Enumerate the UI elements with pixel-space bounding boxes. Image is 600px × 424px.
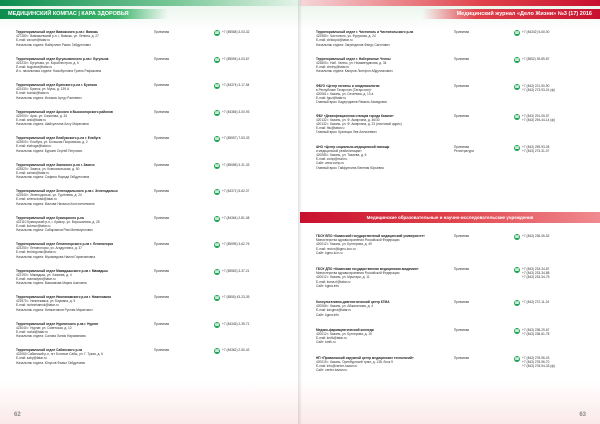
- entry-line: 422060 Сабинский р-н, пгт Богатые Сабы, ул. Г. Тукая, д. 6: [16, 352, 103, 357]
- entry-phone: [514, 114, 574, 135]
- phone-icon: ☎: [514, 144, 520, 150]
- entry-line: Начальник отдела: Сафина Фарида Габдулловна: [16, 175, 90, 180]
- entry-line: E-mail: arsk@tatar.ru: [16, 117, 46, 122]
- phone-icon: ☎: [214, 136, 220, 141]
- entry-line: 423600 г. Елабуга, ул. Большая Покровская, д. 2: [16, 140, 88, 145]
- phone-number[interactable]: +7 (8552) 39-89-87: [522, 56, 550, 61]
- entry-title: Территориальный отдел г. Чистополь и Чистопольского р-на: [316, 30, 414, 34]
- entry-title: Территориальный отдел Зеленодольского р-на г. Зеленодольск: [16, 189, 118, 193]
- entry-phone: [514, 234, 574, 255]
- directory-entry: [16, 242, 292, 269]
- phone-icon: ☎: [514, 30, 520, 35]
- entry-line: E-mail: mamadysh@tatar.ru: [16, 276, 56, 281]
- entry-type: Приемная: [154, 295, 170, 299]
- entry-phone: [214, 322, 274, 349]
- phone-number[interactable]: +7 (843) 236-06-52: [522, 234, 550, 238]
- directory-entry: [316, 300, 592, 317]
- book-gutter: [298, 0, 302, 424]
- entry-details: [16, 30, 148, 57]
- entry-phone: [214, 163, 274, 190]
- entry-line: E-mail: info@center-kazan.ru: [316, 364, 358, 369]
- top-stripe: [300, 0, 600, 6]
- entry-type: Приемная: [154, 136, 170, 140]
- phone-number[interactable]: +7 (84364) 2-81-08: [222, 215, 250, 220]
- entry-line: 427280 г. Вавожьевский р-н, г. Вавожь, ул. Ленина, д. 27: [16, 34, 99, 39]
- directory-entry: [16, 110, 292, 137]
- entry-details: [16, 83, 148, 110]
- entry-title: Территориальный отдел Сабинского р-на: [16, 348, 83, 352]
- entry-phone: [214, 348, 274, 375]
- running-header: МЕДИЦИНСКИЙ КОМПАС | КАРА ЗДОРОВЬЯ: [0, 9, 168, 19]
- directory-entry: [16, 216, 292, 243]
- entry-type: Приемная: [454, 234, 470, 238]
- entry-phone: [214, 136, 274, 163]
- entry-line: 422190 г. Мамадыш, ул. Хазиева, д. 4: [16, 272, 72, 277]
- entry-type: Приемная: [154, 348, 170, 352]
- entry-line: 420132 г. Казань, ул. Ф. Амирхана, д. 23 (почтовый адрес): [316, 122, 402, 127]
- entry-line: 423040 г. Нурлат, ул. Советская, д. 10: [16, 325, 72, 330]
- entry-line: 423800 г. Наб. Челны, ул. Низаметдинова, д. 34: [316, 61, 387, 66]
- entry-line: E-mail: vavozh@tatar.ru: [16, 38, 51, 43]
- entry-title: Медико-фармацевтический колледж: [316, 327, 374, 332]
- entry-phone: [214, 216, 274, 243]
- entry-line: E-mail: bugulma@tatar.ru: [16, 64, 53, 69]
- entry-line: 422430 г. Буинск, ул. Мусы, д. 139 А: [16, 87, 70, 92]
- entry-details: [16, 295, 148, 322]
- entry-phone: [214, 30, 274, 57]
- entry-type: Приемная: [154, 56, 170, 61]
- phone-number[interactable]: +7 (84362) 2-50-42: [222, 348, 250, 352]
- phone-icon: ☎: [214, 215, 220, 221]
- directory-entry: [316, 328, 592, 345]
- entry-line: Начальник отдела: Бурыев Сергей Петрович: [16, 148, 83, 153]
- entry-line: Начальник отдела: Юнусов Фазыл Габдулович: [16, 360, 86, 365]
- entry-details: [16, 163, 148, 190]
- entry-details: [16, 189, 148, 216]
- entry-line: E-mail: rector@kgmu.kcn.ru: [316, 246, 356, 251]
- phone-icon: ☎: [514, 267, 520, 273]
- entry-details: [316, 356, 448, 373]
- entry-details: [316, 84, 448, 105]
- entry-phone: [514, 30, 574, 47]
- phone-icon: ☎: [214, 268, 220, 274]
- entry-line: E-mail: saby@tatar.ru: [16, 356, 47, 361]
- entry-line: Главный врач: Бадертдинов Рамиль Ахмедович: [316, 100, 388, 105]
- entry-phone: [214, 57, 274, 84]
- entry-line: 423230 г. Бугульма, ул. Кораблестроя, д. 6: [16, 60, 79, 65]
- entry-phone: [514, 267, 574, 288]
- entry-line: 420132 г. Казань, ул. Ф. Амирхана, д. 46/30: [316, 117, 380, 122]
- entry-details: [316, 328, 448, 345]
- entry-details: [16, 57, 148, 84]
- directory-entry: [16, 269, 292, 296]
- entry-line: И.о. начальника отдела: Насыбуллина Гузель Рафиковна: [16, 69, 102, 74]
- entry-phone: [514, 300, 574, 317]
- phone-number[interactable]: +7 (843) 259-93-05: [522, 144, 550, 149]
- entry-details: [16, 242, 148, 269]
- phone-icon: ☎: [514, 234, 520, 239]
- phone-icon: ☎: [514, 300, 520, 306]
- entry-type: Приемная: [454, 56, 470, 61]
- phone-number[interactable]: +7 (843) 221-90-90: [522, 83, 550, 88]
- entry-line: E-mail: csmp@mail.ru: [316, 157, 348, 162]
- entry-details: [316, 145, 448, 170]
- phone-number[interactable]: +7 (843) 278-94-33 (ф): [522, 364, 556, 369]
- phone-icon: ☎: [214, 295, 220, 300]
- directory-entry: [316, 234, 592, 255]
- entry-line: 420012 г. Казань, ул. Бутлерова, д. 19: [316, 332, 372, 337]
- entry-line: в Республике Татарстан (Татарстан)»: [316, 87, 372, 92]
- entry-line: Сайт: kgma.info: [316, 283, 339, 288]
- phone-number[interactable]: +7 (85594) 4-03-67: [222, 56, 250, 61]
- phone-number[interactable]: +7 (843) 233-34-88: [522, 271, 550, 276]
- entry-line: E-mail: buinsk@tatar.ru: [16, 91, 50, 96]
- entry-line: Сайт: www.csmp.ru: [316, 161, 345, 166]
- entry-details: [316, 300, 448, 317]
- phone-number[interactable]: +7 (84342) 5-60-00: [522, 30, 550, 34]
- entry-phone: [514, 84, 574, 105]
- entry-details: [316, 234, 448, 255]
- directory-entry: [16, 189, 292, 216]
- phone-number[interactable]: +7 (843) 294-44-14 (ф): [522, 117, 556, 122]
- entry-title: Территориальный отдел Нурлатского р-на г. Нурлат: [16, 321, 99, 326]
- phone-number[interactable]: +7 (843) 238-61-78: [522, 332, 550, 337]
- entry-line: 420085 г. Казань, ул. Тазиева, д. 6: [316, 153, 367, 158]
- phone-number[interactable]: +7 (85595) 3-62-76: [222, 242, 250, 246]
- entry-line: Министерства здравоохранения Российской Федерации: [316, 238, 400, 243]
- directory-entry: [316, 267, 592, 288]
- phone-icon: ☎: [514, 83, 520, 89]
- directory-list: [316, 30, 592, 170]
- entry-line: E-mail: fbu@tatar.ru: [316, 126, 345, 131]
- entry-type: Приемная: [154, 83, 170, 87]
- phone-number[interactable]: +7 (85558) 3-31-33: [222, 162, 250, 167]
- entry-line: 420061 г. Казань, ул. Сеченова, д. 13 а: [316, 92, 374, 97]
- directory-entry: [16, 295, 292, 322]
- entry-line: E-mail: nurlat@tatar.ru: [16, 329, 48, 334]
- phone-icon: ☎: [514, 355, 520, 361]
- entry-type: Приемная: [454, 327, 470, 332]
- phone-number[interactable]: +7 (843) 278-96-03: [522, 355, 550, 360]
- directory-entry: [316, 145, 592, 170]
- phone-icon: ☎: [514, 113, 520, 119]
- entry-type: Приемная: [154, 189, 170, 193]
- right-page: [300, 0, 600, 424]
- entry-line: E-mail: zelenodolsk@tatar.ru: [16, 197, 57, 202]
- entry-details: [316, 30, 448, 47]
- entry-phone: [214, 269, 274, 296]
- entry-title: Территориальный отдел Мамадышского р-на г. Мамадыш: [16, 268, 108, 273]
- entry-title: Территориальный отдел Вавожского р-на г. Вавожь: [16, 30, 99, 34]
- entry-line: Начальник отдела: Шайхуллина Алсу Маратовна: [16, 122, 89, 127]
- phone-number[interactable]: +7 (843) 233-34-75: [522, 275, 550, 280]
- entry-line: 422980 г. Чистополь, ул. Фурусова, д. 24: [316, 34, 376, 39]
- entry-line: 422000 г. Арск, ул. Сазонова, д. 34: [16, 113, 68, 118]
- entry-title: НП «Приволжский окружной центр медицинских технологий»: [316, 355, 414, 360]
- entry-line: 423250 г. Лениногорск, ул. Агадуллина, д. 37: [16, 246, 82, 251]
- entry-line: E-mail: leninogorsk@tatar.ru: [16, 250, 57, 255]
- entry-line: Начальник отдела: Исхаков Артур Раилевич: [16, 95, 82, 100]
- entry-line: E-mail: elabuga@tatar.ru: [16, 144, 52, 149]
- phone-icon: ☎: [214, 189, 220, 194]
- phone-number[interactable]: +7 (843) 272-11-24: [522, 300, 550, 305]
- entry-line: E-mail: kmfk@tatar.ru: [316, 336, 347, 341]
- phone-number[interactable]: +7 (843) 238-29-67: [522, 327, 550, 332]
- directory-entry: [316, 84, 592, 105]
- entry-title: ГБОУ ВПО «Казанский государственный медицинский университет»: [316, 234, 425, 238]
- entry-line: 423520 г. Заинск, ул. Комсомольская, д. 50: [16, 166, 80, 171]
- entry-type: Приемная: [454, 300, 470, 305]
- entry-type: Приемная: [154, 321, 170, 326]
- phone-number[interactable]: +7 (843) 233-34-87: [522, 267, 550, 272]
- entry-line: E-mail: ksma.rf@tatar.ru: [316, 279, 351, 284]
- entry-type: Приемная: [154, 242, 170, 246]
- entry-details: [16, 136, 148, 163]
- entry-line: 420012 г. Казань, ул. Бутлерова, д. 49: [316, 242, 372, 247]
- phone-number[interactable]: +7 (8555) 43-23-39: [222, 295, 250, 299]
- directory-entry: [16, 163, 292, 190]
- entry-line: 422110 Кукморский р-н, г. Кукмор, ул. Ворошилова, д. 28: [16, 219, 100, 224]
- entry-line: E-mail: chistopol@tatar.ru: [316, 38, 353, 43]
- entry-type: Приемная: [154, 162, 170, 167]
- entry-title: Территориальный отдел Лениногорского р-на г. Лениногорск: [16, 242, 114, 246]
- phone-number[interactable]: +7 (843) 273-31-07: [522, 148, 550, 153]
- entry-phone: [514, 145, 574, 170]
- entry-phone: [214, 189, 274, 216]
- entry-line: Министерства здравоохранения Российской Федерации: [316, 271, 400, 276]
- entry-type: Приемная: [154, 215, 170, 220]
- entry-line: E-mail: nizhnekamsk@tatar.ru: [16, 303, 59, 308]
- page-number: 62: [14, 412, 21, 418]
- top-stripe: [0, 0, 300, 6]
- entry-line: E-mail: kukmor@tatar.ru: [16, 223, 51, 228]
- entry-phone: [214, 242, 274, 269]
- entry-type: Приемная: [454, 83, 470, 88]
- entry-type: Приемная: [454, 113, 470, 118]
- entry-line: Сайт: kgma.info: [316, 312, 339, 317]
- entry-line: Начальник отдела: Кагиров Лоетфон Абдуллахович: [316, 69, 393, 74]
- directory-entry: [316, 114, 592, 135]
- directory-list: [16, 30, 292, 375]
- entry-line: 420066 г. Казань, ул. Абжалилова, д. 4: [316, 304, 373, 309]
- entry-line: Сайт: kgmu.kcn.ru: [316, 250, 343, 255]
- entry-title: ФБУЗ «Центр гигиены и эпидемиологии: [316, 83, 380, 88]
- directory-entry: [316, 30, 592, 47]
- entry-phone: [514, 356, 574, 373]
- phone-icon: ☎: [214, 56, 220, 62]
- phone-icon: ☎: [514, 327, 520, 333]
- phone-icon: ☎: [214, 30, 220, 35]
- phone-number[interactable]: +7 (84371) 5-62-07: [222, 189, 250, 193]
- entry-title: Территориальный отдел Кукморского р-на: [16, 215, 84, 220]
- entry-line: Начальник отдела: Файзуллин Раиль Габдуллович: [16, 42, 91, 47]
- entry-details: [316, 114, 448, 135]
- directory-entry: [16, 30, 292, 57]
- phone-number[interactable]: +7 (84345) 2-39-71: [222, 321, 250, 326]
- phone-icon: ☎: [214, 348, 220, 353]
- phone-number[interactable]: +7 (85557) 7-53-33: [222, 136, 250, 140]
- phone-number[interactable]: +7 (85568) 3-03-32: [222, 30, 250, 34]
- entry-title: Территориальный отдел Арского и Высокогорского районов: [16, 109, 113, 114]
- entry-details: [316, 267, 448, 288]
- entry-line: Главный врач: Гайфуллина Евгения Юрьевна: [316, 165, 384, 170]
- entry-line: Начальник отдела: Салова Лилия Нариманова: [16, 334, 86, 339]
- phone-number[interactable]: +7 (843) 291-05-57: [522, 113, 550, 118]
- entry-type: Приемная: [454, 267, 470, 272]
- entry-line: и медицинской реабилитации»: [316, 148, 362, 153]
- phone-icon: ☎: [214, 83, 220, 88]
- entry-phone: [514, 328, 574, 345]
- entry-type: Приемная: [454, 30, 470, 34]
- entry-line: 420012 г. Казань, ул. Муштари, д. 11: [316, 275, 370, 280]
- entry-phone: [514, 57, 574, 74]
- entry-line: E-mail: zainsk@tatar.ru: [16, 170, 49, 175]
- phone-icon: ☎: [214, 162, 220, 168]
- entry-phone: [214, 110, 274, 137]
- entry-title: Территориальный отдел Нижнекамского р-на г. Нижнекамск: [16, 295, 112, 299]
- phone-icon: ☎: [514, 56, 520, 62]
- entry-phone: [214, 83, 274, 110]
- phone-number[interactable]: +7 (84366) 3-00-93: [222, 109, 250, 114]
- entry-line: 423570 г. Нижнекамск, ул. Баумана, д. 5: [16, 299, 76, 304]
- directory-entry: [316, 57, 592, 74]
- entry-line: Главный врач: Кузнецов Лев Алексеевич: [316, 130, 377, 135]
- entry-line: Начальник отдела: Загретдинов Фанур Сагитович: [316, 42, 390, 47]
- directory-entry: [16, 57, 292, 84]
- directory-entry: [16, 136, 292, 163]
- phone-icon: ☎: [214, 321, 220, 327]
- entry-line: Начальник отдела: Малова Наталья Константиновна: [16, 201, 95, 206]
- phone-icon: ☎: [214, 242, 220, 247]
- entry-title: Территориальный отдел Бугульминского р-на г. Бугульма: [16, 56, 109, 61]
- entry-details: [16, 216, 148, 243]
- entry-title: Территориальный отдел г. Набережные Челны: [316, 56, 391, 61]
- entry-line: 422540 г. Зеленодольск, ул. Тургенева, д. 24: [16, 193, 82, 198]
- entry-type: Приемная: [154, 268, 170, 273]
- entry-type: Приемная: [154, 109, 170, 114]
- entry-title: Консультативно-диагностический центр КГМА: [316, 300, 390, 305]
- directory-entry: [16, 348, 292, 375]
- entry-details: [16, 110, 148, 137]
- page-number: 63: [579, 412, 586, 418]
- entry-details: [16, 269, 148, 296]
- entry-type: Приемная: [454, 355, 470, 360]
- phone-number[interactable]: +7 (843) 278-96-70: [522, 359, 550, 364]
- directory-entry: [16, 322, 292, 349]
- directory-list: [316, 234, 592, 372]
- entry-title: Территориальный отдел Заинского р-на г. Заинск: [16, 162, 95, 167]
- entry-line: Начальник отдела: Мухамедова Наиля Гарипзяновна: [16, 254, 96, 259]
- phone-number[interactable]: +7 (84374) 3-17-54: [222, 83, 250, 87]
- section-title: Медицинские образовательные и научно-исследовательские учреждения: [300, 212, 600, 223]
- entry-title: ФБУ «Дезинфекционная станция города Казани»: [316, 113, 394, 118]
- phone-icon: ☎: [214, 109, 220, 115]
- entry-details: [16, 322, 148, 349]
- entry-line: Начальник отдела: Нигматзянов Рустам Маратович: [16, 307, 93, 312]
- entry-line: Начальник отдела: Сабирзянов Рим Минемуллович: [16, 228, 93, 233]
- entry-title: АНО «Центр социально-медицинской помощи: [316, 144, 390, 149]
- entry-details: [16, 348, 148, 375]
- entry-line: Начальник отдела: Максимова Мария Азатовна: [16, 281, 87, 286]
- entry-line: E-mail: kdcgma@tatar.ru: [316, 308, 352, 313]
- entry-line: Сайт: center-kazan.ru: [316, 368, 348, 373]
- directory-entry: [16, 83, 292, 110]
- entry-title: Территориальный отдел Буинского р-на г. Буинска: [16, 83, 97, 87]
- entry-line: E-mail: fguz@tatar.ru: [316, 96, 346, 101]
- entry-title: ГБОУ ДПО «Казанская государственная медицинская академия»: [316, 267, 419, 272]
- directory-entry: [316, 356, 592, 373]
- running-header: Медицинский журнал «Дело Жизни» №3 (17) 2016: [422, 9, 600, 19]
- entry-type: Приемная Регистратура: [454, 144, 474, 153]
- entry-line: Сайт: kmfk.ru: [316, 340, 336, 345]
- entry-type: Приемная: [154, 30, 170, 34]
- entry-phone: [214, 295, 274, 322]
- entry-title: Территориальный отдел Елабужского р-на г. Елабуга: [16, 136, 101, 140]
- entry-details: [316, 57, 448, 74]
- phone-number[interactable]: +7 (843) 273-93-01 (ф): [522, 87, 556, 92]
- entry-line: 420015 г. Казань, Оренбургский тракт, д. 138, блок 9: [316, 359, 393, 364]
- phone-number[interactable]: +7 (85563) 3-37-21: [222, 268, 250, 273]
- entry-line: E-mail: chelny@tatar.ru: [316, 65, 350, 70]
